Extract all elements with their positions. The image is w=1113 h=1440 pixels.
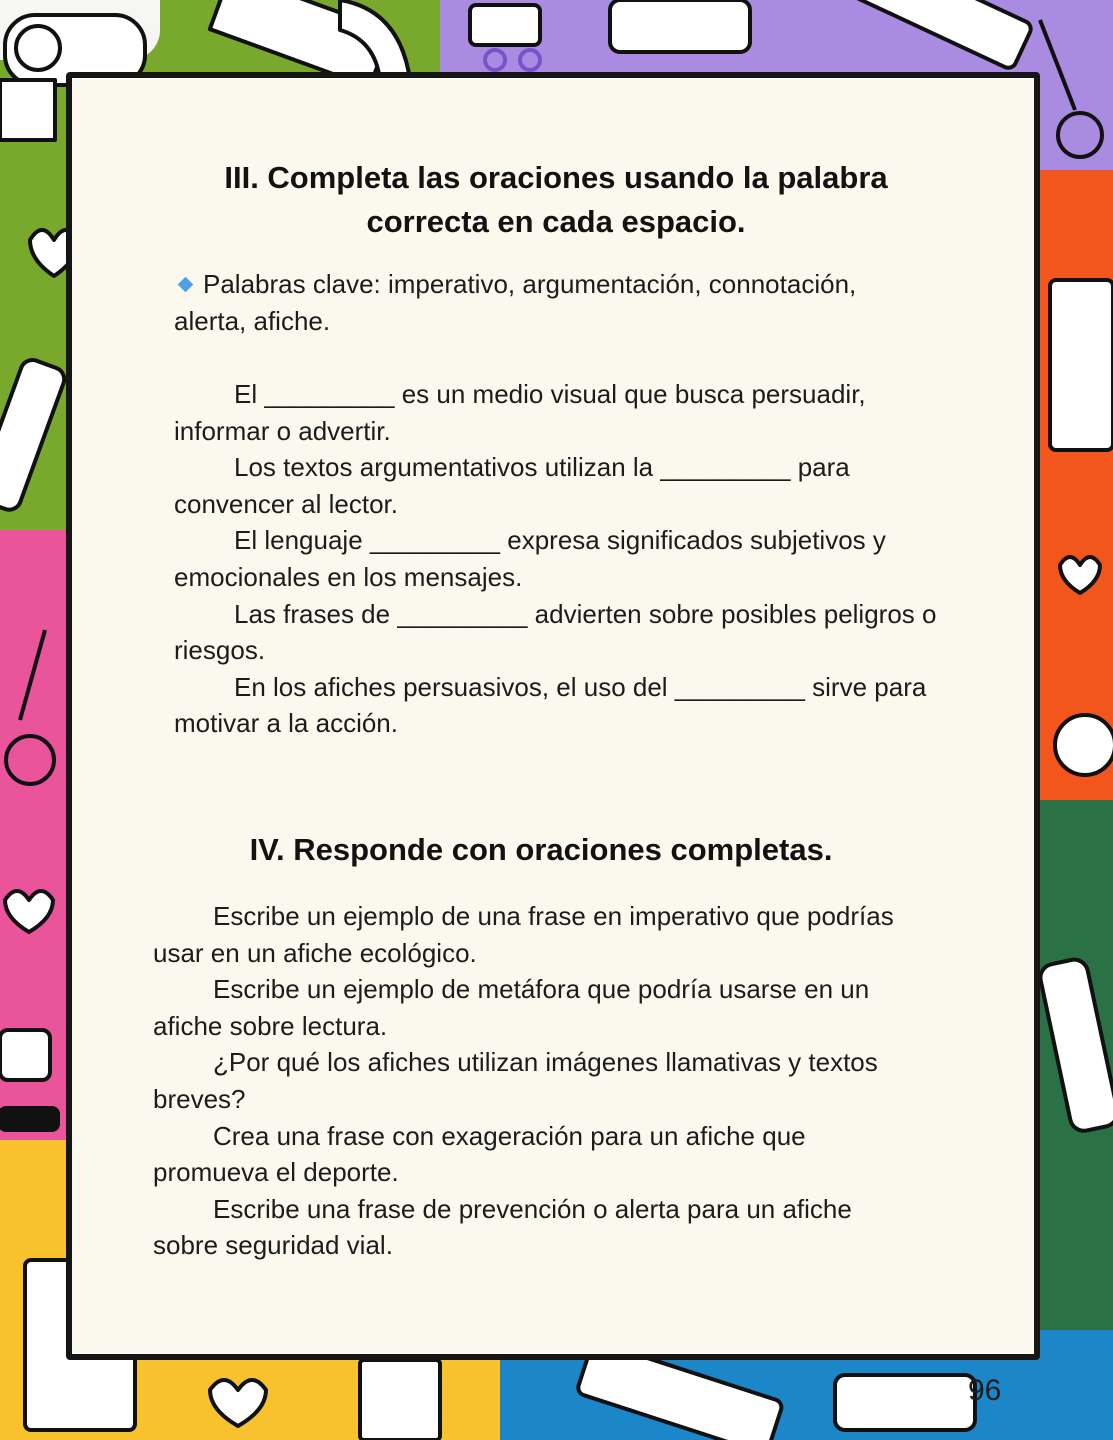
eraser-icon: [0, 1030, 50, 1080]
notebook-icon-right: [1050, 280, 1113, 450]
question-1: Escribe un ejemplo de una frase en imperativo que podrías usar en un afiche ecológico.: [153, 901, 894, 968]
section-4-title: IV. Responde con oraciones completas.: [249, 832, 833, 867]
fill-in-sentences: [174, 376, 1014, 742]
question-4: Crea una frase con exageración para un afiche que promueva el deporte.: [153, 1120, 806, 1188]
scissors-icon-left: [6, 630, 54, 784]
diamond-bullet-icon: [178, 276, 194, 292]
notebook-icon: [610, 0, 750, 52]
heart-icon: [5, 891, 53, 932]
section-3-title: [166, 156, 946, 244]
question-2: Escribe un ejemplo de metáfora que podría usarse en un afiche sobre lectura.: [153, 974, 870, 1041]
apple-icon: [1055, 715, 1113, 775]
section-3-title-line-1: III. Completa las oraciones usando la palabra: [224, 160, 888, 195]
pencil-icon: [831, 0, 1033, 70]
page-number: 96: [968, 1374, 1002, 1407]
sentence-4: Las frases de _________ advierten sobre posibles peligros o riesgos.: [174, 598, 937, 666]
question-5: Escribe una frase de prevención o alerta para un afiche sobre seguridad vial.: [153, 1193, 852, 1261]
sentence-3: El lenguaje _________ expresa significados subjetivos y emocionales en los mensajes.: [174, 525, 886, 592]
question-3: ¿Por qué los afiches utilizan imágenes llamativas y textos breves?: [153, 1047, 878, 1114]
sentence-1: El _________ es un medio visual que busca persuadir, informar o advertir.: [174, 379, 866, 446]
open-questions: [153, 898, 1013, 1264]
heart-icon: [1060, 557, 1100, 593]
heart-icon: [210, 1380, 266, 1426]
glue-icon: [0, 357, 68, 513]
keywords-line-2: alerta, afiche.: [174, 305, 331, 336]
scissors-icon: [1040, 20, 1102, 157]
marker-icon: [1038, 957, 1113, 1133]
sentence-5: En los afiches persuasivos, el uso del _________ sirve para motivar a la acción.: [174, 671, 927, 739]
keywords-block: [174, 266, 994, 339]
binder-clip-icon: [470, 5, 540, 70]
section-3-title-line-2: correcta en cada espacio.: [366, 204, 746, 239]
sentence-2: Los textos argumentativos utilizan la _________ para convencer al lector.: [174, 452, 850, 519]
keywords-line-1: Palabras clave: imperativo, argumentación, connotación,: [174, 266, 994, 303]
